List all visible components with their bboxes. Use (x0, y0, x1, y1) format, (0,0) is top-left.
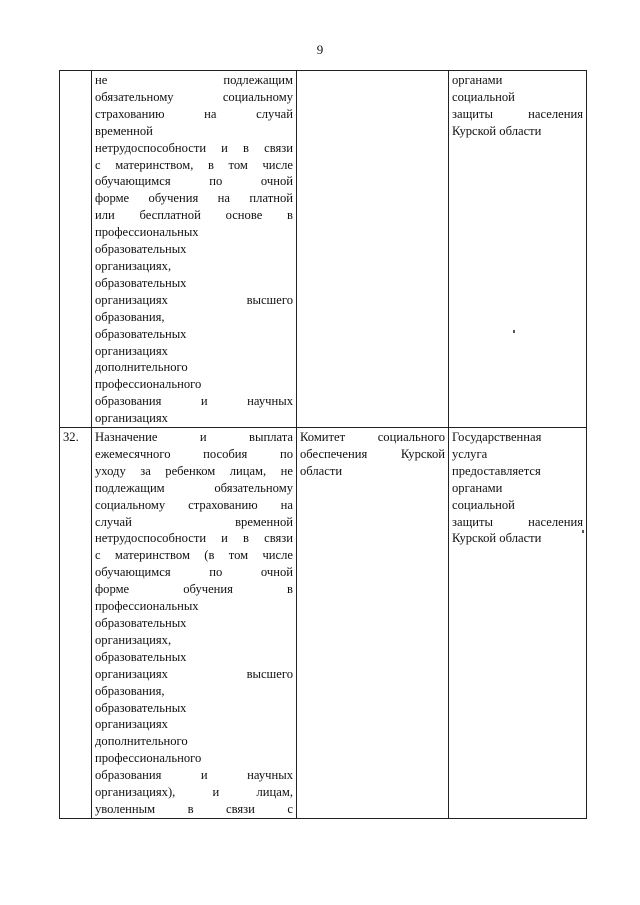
cell-text-line: области (300, 463, 343, 478)
cell-text-line: форме обучения в (95, 582, 293, 597)
cell-text-line: образовательных (95, 326, 187, 341)
cell-text-line: Государственная (452, 430, 542, 445)
cell-text-line: подлежащим обязательному (95, 480, 293, 495)
cell-text-line: организациях высшего (95, 666, 293, 681)
note-cell (449, 71, 587, 428)
cell-text-line: профессионального (95, 377, 202, 392)
cell-text-line: форме обучения на платной (95, 191, 293, 206)
cell-text-line: образовательных (95, 700, 187, 715)
cell-text-line: органами (452, 73, 503, 87)
service-name-cell (92, 428, 297, 819)
cell-text-line: с материнством (в том числе (95, 548, 293, 563)
cell-text-line: ежемесячного пособия по (95, 446, 293, 461)
scan-speck (582, 530, 584, 533)
cell-text-line: образовательных (95, 616, 187, 630)
cell-text-line: Курской области (452, 531, 542, 546)
scan-speck (513, 330, 515, 333)
cell-text-line: дополнительного (95, 360, 188, 375)
cell-text-line: уволенным в связи с (95, 801, 293, 816)
cell-text-line: профессиональных (95, 225, 199, 240)
cell-text-line: организациях (95, 411, 168, 426)
cell-text-line: обучающимся по очной (95, 565, 293, 580)
cell-text-line: образовательных (95, 242, 187, 257)
cell-text-line: услуга (452, 446, 488, 461)
cell-text-line: образовательных (95, 275, 187, 290)
cell-text-line: Назначение и выплата (95, 430, 293, 445)
responsible-body-cell (297, 71, 449, 428)
responsible-body-cell (297, 428, 449, 819)
cell-text-line: организациях (95, 717, 168, 732)
cell-text-line: организациях высшего (95, 292, 293, 307)
cell-text-line: Курской области (452, 123, 542, 138)
cell-text-line: профессионального (95, 751, 202, 766)
cell-text-line: образования, (95, 309, 165, 324)
cell-text-line: социальной (452, 497, 515, 512)
cell-text-line: организациях (95, 343, 168, 358)
table-row (60, 428, 587, 819)
page-number: 9 (316, 42, 324, 57)
cell-text-line: образования и научных (95, 394, 293, 409)
row-number-cell (60, 71, 92, 428)
cell-text-line: защиты населения (452, 106, 583, 121)
cell-text-line: уходу за ребенком лицам, не (95, 463, 293, 478)
services-table (59, 70, 587, 819)
cell-text-line: нетрудоспособности и в связи (95, 531, 293, 546)
cell-text-line: не подлежащим (95, 73, 293, 87)
cell-text-line: или бесплатной основе в (95, 208, 293, 223)
cell-text-line: органами (452, 480, 503, 495)
cell-text-line: страхованию на случай (95, 106, 293, 121)
cell-text-line: дополнительного (95, 734, 188, 749)
service-name-cell (92, 71, 297, 428)
row-number-cell: 32. (60, 428, 92, 819)
cell-text-line: случай временной (95, 514, 293, 529)
cell-text-line: обучающимся по очной (95, 174, 293, 189)
cell-text-line: образования, (95, 683, 165, 698)
cell-text-line: с материнством, в том числе (95, 157, 293, 172)
cell-text-line: социальному страхованию на (95, 497, 293, 512)
note-cell (449, 428, 587, 819)
cell-text-line: обеспечения Курской (300, 446, 445, 461)
cell-text-line: образовательных (95, 649, 187, 664)
cell-text-line: социальной (452, 89, 515, 104)
cell-text-line: профессиональных (95, 599, 199, 614)
cell-text-line: организациях, (95, 632, 172, 647)
cell-text-line: организациях), и лицам, (95, 785, 293, 800)
table-row (60, 71, 587, 428)
cell-text-line: нетрудоспособности и в связи (95, 140, 293, 155)
cell-text-line: обязательному социальному (95, 89, 293, 104)
cell-text-line: предоставляется (452, 463, 541, 478)
cell-text-line: образования и научных (95, 768, 293, 783)
cell-text-line: защиты населения (452, 514, 583, 529)
cell-text-line: временной (95, 123, 153, 138)
cell-text-line: Комитет социального (300, 430, 445, 445)
cell-text-line: организациях, (95, 258, 172, 273)
